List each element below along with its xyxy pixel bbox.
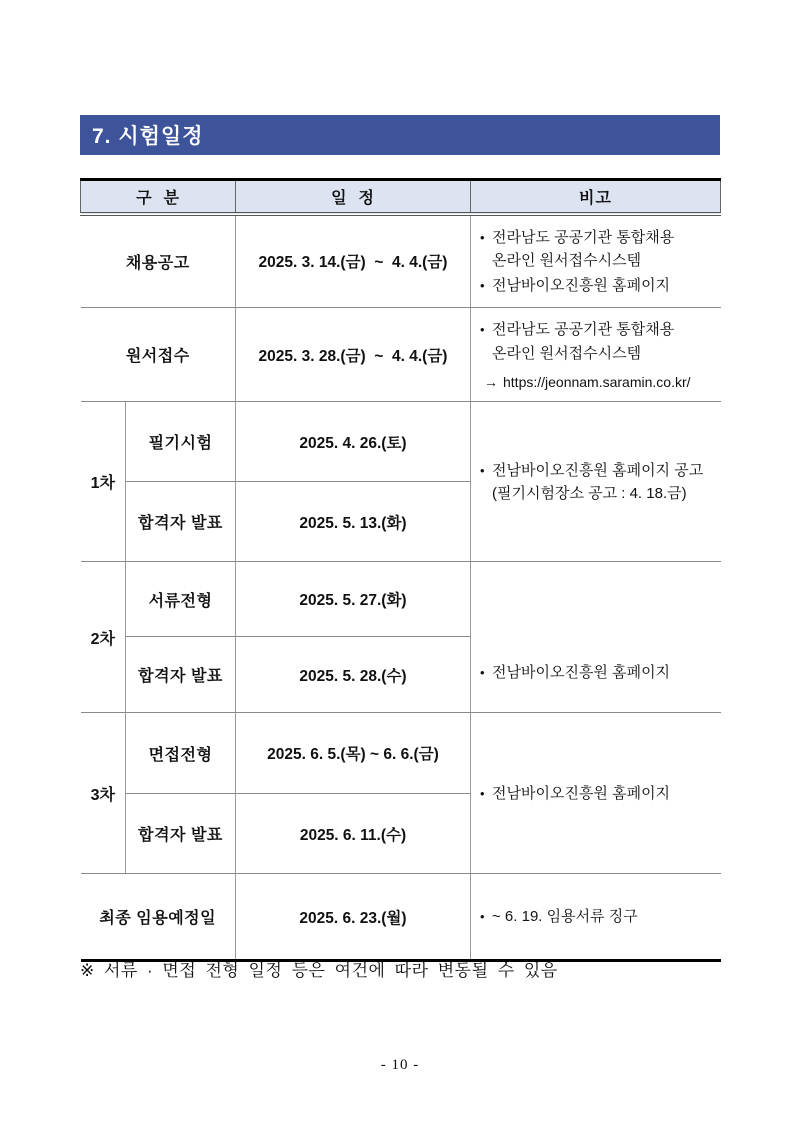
table-header-row (81, 180, 721, 214)
remark-text (492, 226, 674, 273)
remark-text: ~ 6. 19. 임용서류 징구 (492, 908, 638, 926)
section-title-band (80, 115, 720, 155)
remark-text-line: 전남바이오진흥원 홈페이지 공고 (492, 461, 704, 479)
remark-text: 전남바이오진흥원 홈페이지 (492, 277, 671, 294)
announcement-date: 2025. 3. 14.(금) ~ 4. 4.(금) (236, 214, 471, 308)
remark-line (480, 459, 717, 506)
column-header-category: 구 분 (81, 180, 236, 214)
row-round2-document (81, 562, 721, 637)
remark-line (480, 226, 717, 273)
remark-line (480, 782, 717, 805)
remark-text-line: 온라인 원서접수시스템 (492, 251, 642, 269)
bullet-icon: • (480, 909, 485, 925)
url-text: https://jeonnam.saramin.co.kr/ (503, 373, 691, 390)
round1-written-label: 필기시험 (126, 402, 236, 482)
bullet-icon: • (480, 229, 485, 245)
round3-remarks (471, 713, 721, 874)
remark-text: 전남바이오진흥원 홈페이지 (492, 664, 671, 682)
row-application (81, 308, 721, 402)
application-label: 원서접수 (81, 308, 236, 402)
announcement-label: 채용공고 (81, 214, 236, 308)
announcement-remarks (471, 214, 721, 308)
footnote: ※ 서류 · 면접 전형 일정 등은 여건에 따라 변동될 수 있음 (80, 961, 558, 980)
page-number: - 10 - (380, 1057, 420, 1073)
remark-line (480, 274, 717, 297)
final-date: 2025. 6. 23.(월) (236, 874, 471, 961)
application-date: 2025. 3. 28.(금) ~ 4. 4.(금) (236, 308, 471, 402)
column-header-schedule: 일 정 (236, 180, 471, 214)
remark-line (480, 661, 717, 684)
section-title: 7. 시험일정 (92, 125, 204, 148)
remark-text: 전남바이오진흥원 홈페이지 (492, 784, 671, 802)
round1-pass-date: 2025. 5. 13.(화) (236, 482, 471, 562)
remark-text (492, 318, 674, 365)
round2-group-label: 2차 (81, 562, 126, 713)
bullet-icon: • (480, 322, 485, 338)
application-url-line (480, 372, 717, 394)
round2-remarks (471, 562, 721, 713)
remark-text-line: 전라남도 공공기관 통합채용 (492, 321, 675, 339)
exam-schedule-table (80, 178, 721, 962)
round3-group-label: 3차 (81, 713, 126, 874)
round3-interview-label: 면접전형 (126, 713, 236, 794)
round3-pass-date: 2025. 6. 11.(수) (236, 794, 471, 874)
bullet-icon: • (480, 785, 485, 801)
round1-remarks (471, 402, 721, 562)
remark-line (480, 318, 717, 365)
round3-pass-label: 합격자 발표 (126, 794, 236, 874)
column-header-remarks: 비고 (471, 180, 721, 214)
round2-pass-label: 합격자 발표 (126, 637, 236, 713)
arrow-icon: → (484, 373, 498, 390)
row-round3-interview (81, 713, 721, 794)
remark-line (480, 905, 717, 928)
row-round1-written (81, 402, 721, 482)
application-remarks (471, 308, 721, 402)
round2-pass-date: 2025. 5. 28.(수) (236, 637, 471, 713)
remark-text-line: 온라인 원서접수시스템 (492, 344, 642, 362)
remark-text (492, 459, 703, 506)
round1-written-date: 2025. 4. 26.(토) (236, 402, 471, 482)
bullet-icon: • (480, 462, 485, 478)
remark-text-line: (필기시험장소 공고 : 4. 18.금) (492, 484, 687, 502)
bullet-icon: • (480, 665, 485, 681)
final-remarks (471, 874, 721, 961)
final-label: 최종 임용예정일 (81, 874, 236, 961)
remark-text-line: 전라남도 공공기관 통합채용 (492, 228, 675, 246)
round1-pass-label: 합격자 발표 (126, 482, 236, 562)
table-body (81, 214, 721, 961)
bullet-icon: • (480, 278, 485, 293)
round1-group-label: 1차 (81, 402, 126, 562)
round3-interview-date: 2025. 6. 5.(목) ~ 6. 6.(금) (236, 713, 471, 794)
row-final-appointment (81, 874, 721, 961)
table-head (81, 180, 721, 214)
round2-document-label: 서류전형 (126, 562, 236, 637)
row-announcement (81, 214, 721, 308)
round2-document-date: 2025. 5. 27.(화) (236, 562, 471, 637)
